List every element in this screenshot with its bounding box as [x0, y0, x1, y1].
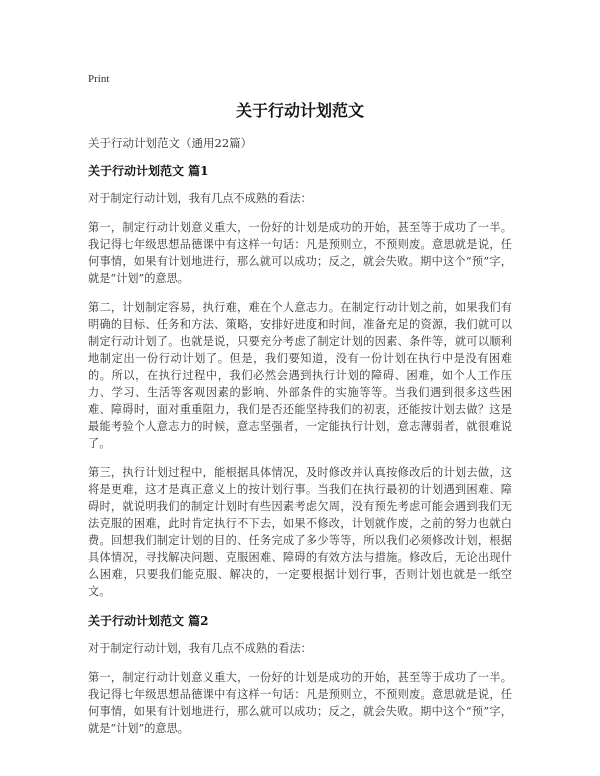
paragraph: 第一，制定行动计划意义重大，一份好的计划是成功的开始，甚至等于成功了一半。我记得七年级思想品德课中有这样一句话：凡是预则立，不预则废。意思就是说，任何事情，如果有计划地进行，那么就可以成功；反之，就会失败。期中这个“预”字，就是“计划”的意思。: [88, 221, 512, 285]
document-subtitle: 关于行动计划范文（通用22篇）: [88, 136, 253, 150]
paragraph: 第三，执行计划过程中，能根据具体情况，及时修改并认真按修改后的计划去做，这将是更难，这才是真正意义上的按计划行事。当我们在执行最初的计划遇到困难、障碍时，就说明我们的制定计划时有些因素考虑欠周，没有预先考虑可能会遇到我们无法克服的困难，此时肯定执行不下去，如果不修改，计划就作废，之前的努力也就白费。回想我们制定计划的目的、任务完成了多少等等，所以我们必须修改计划，根据具体情况，寻找解决问题、克服困难、障碍的有效方法与措施。修改后，无论出现什么困难，只要我们能克服、解决的，一定要根据计划行事，否则计划也就是一纸空文。: [88, 466, 512, 598]
section-heading: 关于行动计划范文 篇1: [88, 164, 209, 178]
section-2: [88, 612, 512, 737]
section-heading: 关于行动计划范文 篇2: [88, 614, 209, 628]
section-1: [88, 162, 512, 600]
paragraph: 第一，制定行动计划意义重大，一份好的计划是成功的开始，甚至等于成功了一半。我记得七年级思想品德课中有这样一句话：凡是预则立，不预则废。意思就是说，任何事情，如果有计划地进行，那么就可以成功；反之，就会失败。期中这个“预”字，就是“计划”的意思。: [88, 671, 512, 735]
document-title: 关于行动计划范文: [235, 101, 364, 120]
paragraph: 第二，计划制定容易，执行难，难在个人意志力。在制定行动计划之前，如果我们有明确的目标、任务和方法、策略，安排好进度和时间，准备充足的资源，我们就可以制定行动计划了。也就是说，只要充分考虑了制定计划的因素、条件等，就可以顺利地制定出一份行动计划了。但是，我们要知道，没有一份计划在执行中是没有困难的。所以，在执行过程中，我们必然会遇到执行计划的障碍、困难，如个人工作压力、学习、生活等客观因素的影响、外部条件的实施等等。当我们遇到很多这些困难、障碍时，面对重重阻力，我们是否还能坚持我们的初衷，还能按计划去做？这是最能考验个人意志力的时候，意志坚强者，一定能执行计划，意志薄弱者，就很难说了。: [88, 301, 512, 450]
paragraph: 对于制定行动计划，我有几点不成熟的看法：: [88, 192, 312, 205]
paragraph: 对于制定行动计划，我有几点不成熟的看法：: [88, 642, 312, 655]
print-label: Print: [88, 73, 110, 85]
